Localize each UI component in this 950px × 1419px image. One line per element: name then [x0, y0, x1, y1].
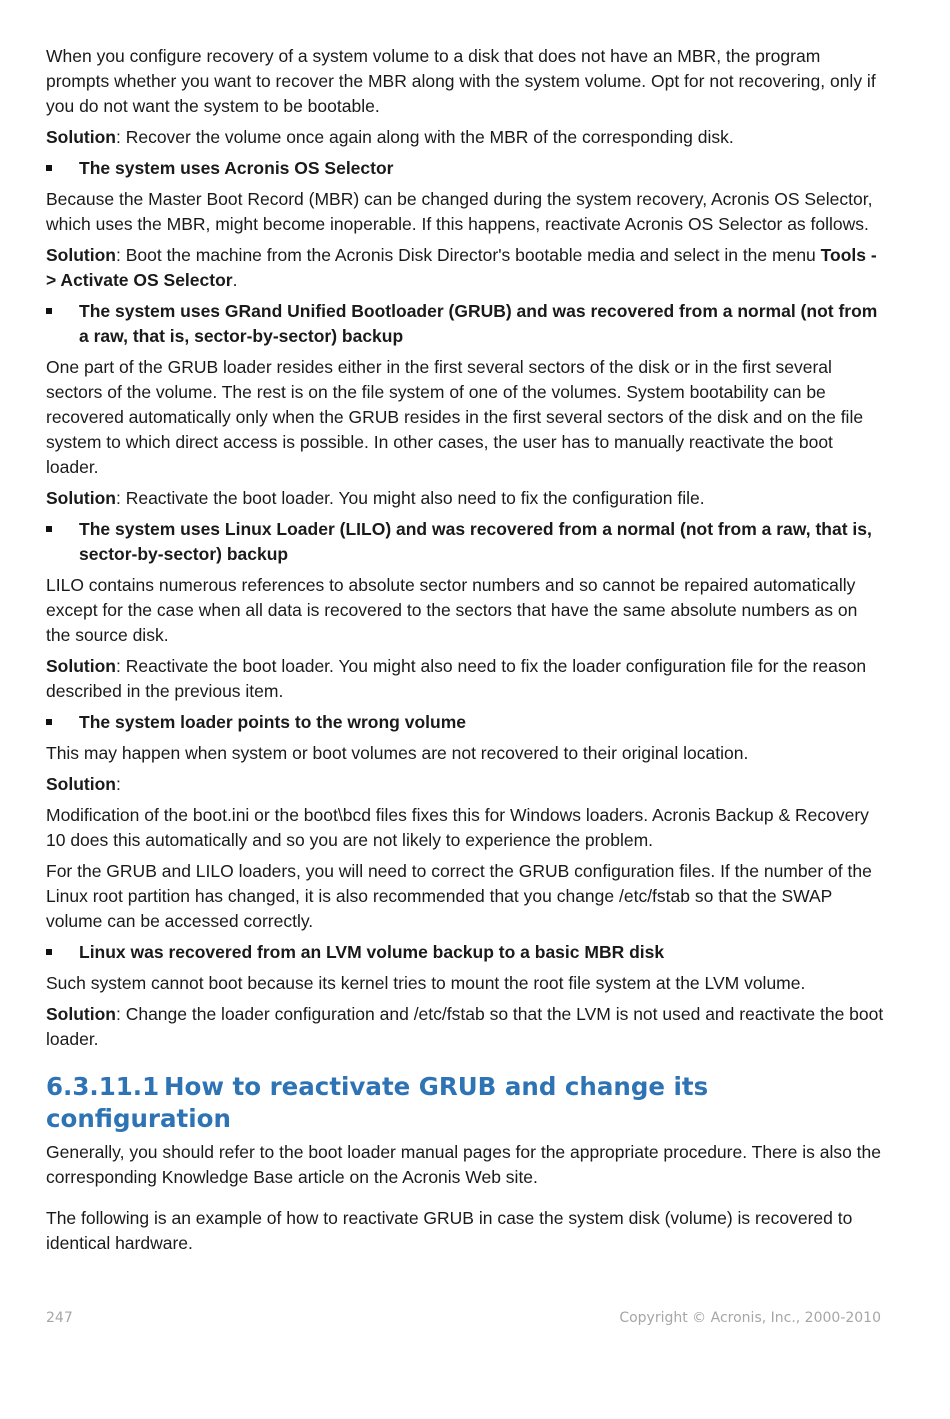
section-number: 6.3.11.1 [46, 1072, 160, 1101]
bold-text: Solution [46, 127, 116, 147]
page-footer [46, 1310, 881, 1326]
text-run: : Boot the machine from the Acronis Disk Director's bootable media and select in the menu [115, 245, 821, 265]
indented-paragraph [46, 44, 886, 119]
copyright-notice: Copyright © Acronis, Inc., 2000-2010 [619, 1310, 881, 1326]
indented-paragraph [46, 355, 886, 480]
bullet-item [46, 710, 886, 735]
text-run: For the GRUB and LILO loaders, you will need to correct the GRUB configuration files. If the number of the Linux root partition has changed, it is also recommended that you change /etc/fstab so that the SWAP volume can be accessed correctly. [46, 861, 872, 931]
text-run: : [115, 774, 121, 794]
bullet-text: The system uses Acronis OS Selector [79, 158, 394, 178]
text-run: : Recover the volume once again along with the MBR of the corresponding disk. [115, 127, 734, 147]
bullet-item [46, 299, 886, 349]
indented-paragraph [46, 486, 886, 511]
text-run: LILO contains numerous references to absolute sector numbers and so cannot be repaired automatically except for the case when all data is recovered to the sectors that have the same absolute numbers as on the source disk. [46, 575, 858, 645]
bold-text: Solution [46, 1004, 116, 1024]
text-run: : Reactivate the boot loader. You might also need to fix the loader configuration file for the reason described in the previous item. [46, 656, 867, 701]
page-content [46, 44, 886, 1272]
indented-paragraph [46, 243, 886, 293]
bold-text: Solution [46, 774, 116, 794]
text-run: Such system cannot boot because its kernel tries to mount the root file system at the LVM volume. [46, 973, 806, 993]
text-run: Because the Master Boot Record (MBR) can be changed during the system recovery, Acronis OS Selector, which uses the MBR, might become inoperable. If this happens, reactivate Acronis OS Selector as follows. [46, 189, 873, 234]
text-run: : Reactivate the boot loader. You might also need to fix the configuration file. [115, 488, 705, 508]
indented-paragraph [46, 772, 886, 797]
indented-paragraph [46, 187, 886, 237]
bold-text: Solution [46, 488, 116, 508]
bullet-item [46, 940, 886, 965]
bold-text: Solution [46, 245, 116, 265]
indented-paragraph [46, 125, 886, 150]
bullet-text: The system uses GRand Unified Bootloader (GRUB) and was recovered from a normal (not from a raw, that is, sector-by-sector) backup [79, 301, 878, 346]
square-bullet-icon [46, 949, 52, 955]
square-bullet-icon [46, 308, 52, 314]
section-heading [46, 1071, 886, 1135]
square-bullet-icon [46, 719, 52, 725]
bullet-item [46, 517, 886, 567]
troubleshooting-list [46, 44, 886, 1052]
section-paragraph-2: The following is an example of how to reactivate GRUB in case the system disk (volume) is recovered to identical hardware. [46, 1208, 853, 1253]
text-run: When you configure recovery of a system volume to a disk that does not have an MBR, the program prompts whether you want to recover the MBR along with the system volume. Opt for not recovering, only if you do not want the system to be bootable. [46, 46, 876, 116]
bullet-text: Linux was recovered from an LVM volume backup to a basic MBR disk [79, 942, 665, 962]
indented-paragraph [46, 573, 886, 648]
indented-paragraph [46, 803, 886, 853]
bullet-item [46, 156, 886, 181]
text-run: One part of the GRUB loader resides either in the first several sectors of the disk or in the first several sectors of the volume. The rest is on the file system of one of the volumes. System bootability can be recovered automatically only when the GRUB resides in the first several sectors of the disk and on the file system to which direct access is possible. In other cases, the user has to manually reactivate the boot loader. [46, 357, 864, 477]
bullet-text: The system loader points to the wrong volume [79, 712, 466, 732]
section-title: How to reactivate GRUB and change its configuration [46, 1072, 709, 1133]
indented-paragraph [46, 1002, 886, 1052]
bullet-text: The system uses Linux Loader (LILO) and was recovered from a normal (not from a raw, that is, sector-by-sector) backup [79, 519, 872, 564]
indented-paragraph [46, 971, 886, 996]
text-run: . [232, 270, 238, 290]
indented-paragraph [46, 741, 886, 766]
indented-paragraph [46, 654, 886, 704]
text-run: This may happen when system or boot volumes are not recovered to their original location. [46, 743, 749, 763]
indented-paragraph [46, 859, 886, 934]
square-bullet-icon [46, 526, 52, 532]
bold-text: Tools -> Activate OS Selector [46, 245, 877, 290]
page-number: 247 [46, 1310, 73, 1326]
text-run: : Change the loader configuration and /etc/fstab so that the LVM is not used and reactivate the boot loader. [46, 1004, 884, 1049]
text-run: Modification of the boot.ini or the boot\bcd files fixes this for Windows loaders. Acronis Backup & Recovery 10 does this automatically and so you are not likely to experience the problem. [46, 805, 869, 850]
bold-text: Solution [46, 656, 116, 676]
square-bullet-icon [46, 165, 52, 171]
section-paragraph-1: Generally, you should refer to the boot loader manual pages for the appropriate procedure. There is also the corresponding Knowledge Base article on the Acronis Web site. [46, 1142, 882, 1187]
